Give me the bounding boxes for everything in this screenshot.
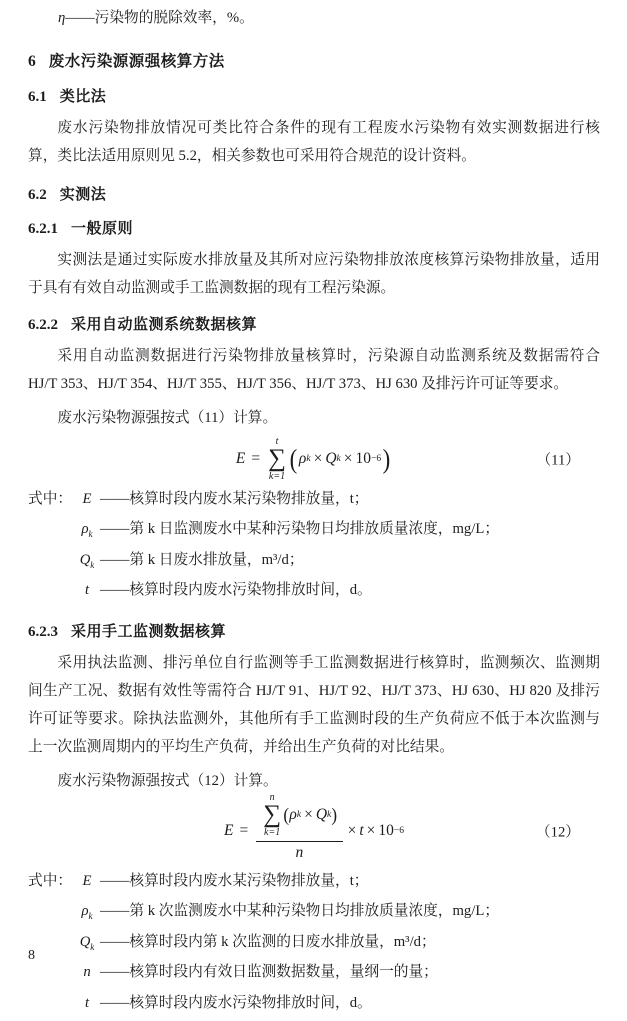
definition-row — [28, 930, 600, 960]
definition-text: ——核算时段内废水某污染物排放量，t； — [100, 872, 369, 889]
paragraph-6-2-1: 实测法是通过实际废水排放量及其所对应污染物排放浓度核算污染物排放量，适用于具有有效自动监测或手工监测数据的现有工程污染源。 — [28, 252, 600, 296]
power-base: 10 — [355, 450, 372, 467]
definition-row — [28, 869, 600, 899]
equation-11-definitions — [28, 487, 600, 609]
equation-12-definitions — [28, 869, 600, 1021]
eta-symbol-definition — [28, 4, 600, 33]
equation-11 — [28, 434, 600, 484]
section-6-heading — [28, 51, 600, 72]
definition-text: ——核算时段内第 k 次监测的日废水排放量，m³/d； — [100, 933, 436, 950]
open-paren: ( — [289, 443, 298, 474]
q-variable: Q — [325, 450, 337, 467]
section-6-2-title: 实测法 — [59, 186, 107, 203]
symbol-rho-k: $\rho_k$ — [81, 521, 93, 540]
sigma-glyph: ∑ — [263, 800, 282, 828]
equation-12-number: （12） — [535, 824, 580, 841]
times-sign: × — [304, 806, 313, 824]
definition-text: ——第 k 日废水排放量，m³/d； — [100, 551, 304, 568]
sigma-glyph: ∑ — [268, 444, 286, 472]
summation-upper-limit: t — [275, 435, 279, 447]
times-sign: × — [347, 822, 357, 840]
section-6-2-2-title: 采用自动监测系统数据核算 — [71, 316, 258, 333]
section-6-1-title: 类比法 — [59, 88, 107, 105]
equation-12-lhs: E — [224, 822, 234, 840]
close-paren: ) — [331, 804, 338, 826]
definition-text: ——核算时段内废水污染物排放时间，d。 — [100, 582, 372, 599]
equals-sign: = — [251, 450, 261, 467]
definition-row — [28, 517, 600, 547]
power-base: 10 — [378, 822, 394, 840]
where-label: 式中： — [28, 491, 73, 507]
section-6-2-3-heading — [28, 621, 600, 643]
paragraph-equation-11-intro: 废水污染物源强按式（11）计算。 — [57, 410, 278, 426]
summation-upper-limit: n — [269, 791, 275, 803]
symbol-E: E — [82, 491, 92, 507]
times-sign: × — [313, 450, 323, 467]
section-6-2-heading — [28, 184, 600, 206]
summation-symbol — [263, 793, 281, 838]
definition-row — [28, 960, 600, 990]
section-6-2-2-heading — [28, 314, 600, 336]
section-6-2-1-title: 一般原则 — [71, 220, 134, 237]
section-6-2-2-number: 6.2.2 — [28, 317, 58, 333]
definition-row — [28, 899, 600, 929]
equation-12-math: E = n ∑ k=1 ( ρ k × Q k ) n × t × 10 −6 — [224, 791, 404, 861]
definition-text: ——核算时段内废水污染物排放时间，d。 — [100, 994, 372, 1011]
section-6-2-1-heading — [28, 218, 600, 240]
definition-row — [28, 578, 600, 608]
fraction-numerator: n ∑ k=1 ( ρ k × Q k ) — [263, 791, 338, 838]
summation-lower-limit: k=1 — [264, 826, 281, 838]
equation-11-lhs: E — [235, 450, 246, 467]
section-6-number: 6 — [28, 53, 36, 70]
section-6-2-3-title: 采用手工监测数据核算 — [71, 622, 227, 640]
definition-text: ——第 k 次监测废水中某种污染物日均排放质量浓度，mg/L； — [100, 903, 500, 920]
paragraph-equation-12-intro: 废水污染物源强按式（12）计算。 — [57, 772, 278, 789]
section-6-2-1-number: 6.2.1 — [28, 221, 58, 237]
symbol-n: n — [83, 964, 91, 981]
equals-sign: = — [239, 822, 249, 840]
fraction-denominator: n — [256, 841, 342, 862]
rho-variable: ρ — [289, 806, 297, 824]
close-paren: ) — [382, 443, 391, 474]
equation-11-number: （11） — [536, 452, 580, 469]
equation-11-math: E = t ∑ k=1 ( ρ k × Q k × 10 −6 ) — [235, 435, 391, 482]
section-6-2-3-number: 6.2.3 — [28, 623, 58, 640]
eta-symbol: η — [58, 10, 66, 26]
summation-symbol — [268, 437, 286, 482]
section-6-2-number: 6.2 — [28, 187, 47, 203]
symbol-rho-k: $\rho_k$ — [81, 903, 93, 922]
times-sign: × — [366, 822, 376, 840]
rho-variable: ρ — [298, 450, 307, 467]
definition-text: ——核算时段内有效日监测数据数量，量纲一的量； — [100, 964, 438, 981]
section-6-title: 废水污染源源强核算方法 — [48, 53, 225, 70]
definition-row — [28, 991, 600, 1021]
paragraph-6-2-2-requirements: 采用自动监测数据进行污染物排放量核算时，污染源自动监测系统及数据需符合 HJ/T 353、HJ/T 354、HJ/T 355、HJ/T 356、HJ/T 373、HJ 630 及排污许可证等要求。 — [28, 348, 600, 392]
eta-symbol-text: ——污染物的脱除效率，%。 — [65, 10, 254, 26]
section-6-1-number: 6.1 — [28, 89, 47, 105]
q-variable: Q — [315, 806, 328, 824]
definition-row — [28, 487, 600, 517]
definition-text: ——第 k 日监测废水中某种污染物日均排放质量浓度，mg/L； — [100, 521, 500, 538]
symbol-t: t — [84, 994, 90, 1011]
definition-row — [28, 548, 600, 578]
definition-text: ——核算时段内废水某污染物排放量，t； — [100, 491, 369, 507]
where-label: 式中： — [28, 872, 73, 889]
t-variable: t — [359, 822, 364, 840]
paragraph-6-1: 废水污染物排放情况可类比符合条件的现有工程废水污染物有效实测数据进行核算，类比法适用原则见 5.2，相关参数也可采用符合规范的设计资料。 — [28, 120, 600, 164]
section-6-1-heading — [28, 86, 600, 108]
paragraph-6-2-3-requirements: 采用执法监测、排污单位自行监测等手工监测数据进行核算时，监测频次、监测期间生产工况、数据有效性等需符合 HJ/T 91、HJ/T 92、HJ/T 373、HJ 630、HJ 820 及排污许可证等要求。除执法监测外，其他所有手工监测时段的生产负荷应不低于本次监测与上一次监测周期内的平均生产负荷，并给出生产负荷的对比结果。 — [28, 654, 600, 755]
symbol-E: E — [82, 872, 92, 889]
summation-lower-limit: k=1 — [268, 470, 286, 482]
symbol-Q-k: $Q_k$ — [79, 933, 95, 952]
page-number: 8 — [28, 948, 35, 963]
symbol-t: t — [84, 582, 90, 599]
equation-12 — [28, 791, 600, 866]
times-sign: × — [343, 450, 353, 467]
symbol-Q-k: $Q_k$ — [79, 551, 95, 570]
open-paren: ( — [283, 804, 290, 826]
fraction — [256, 793, 342, 862]
